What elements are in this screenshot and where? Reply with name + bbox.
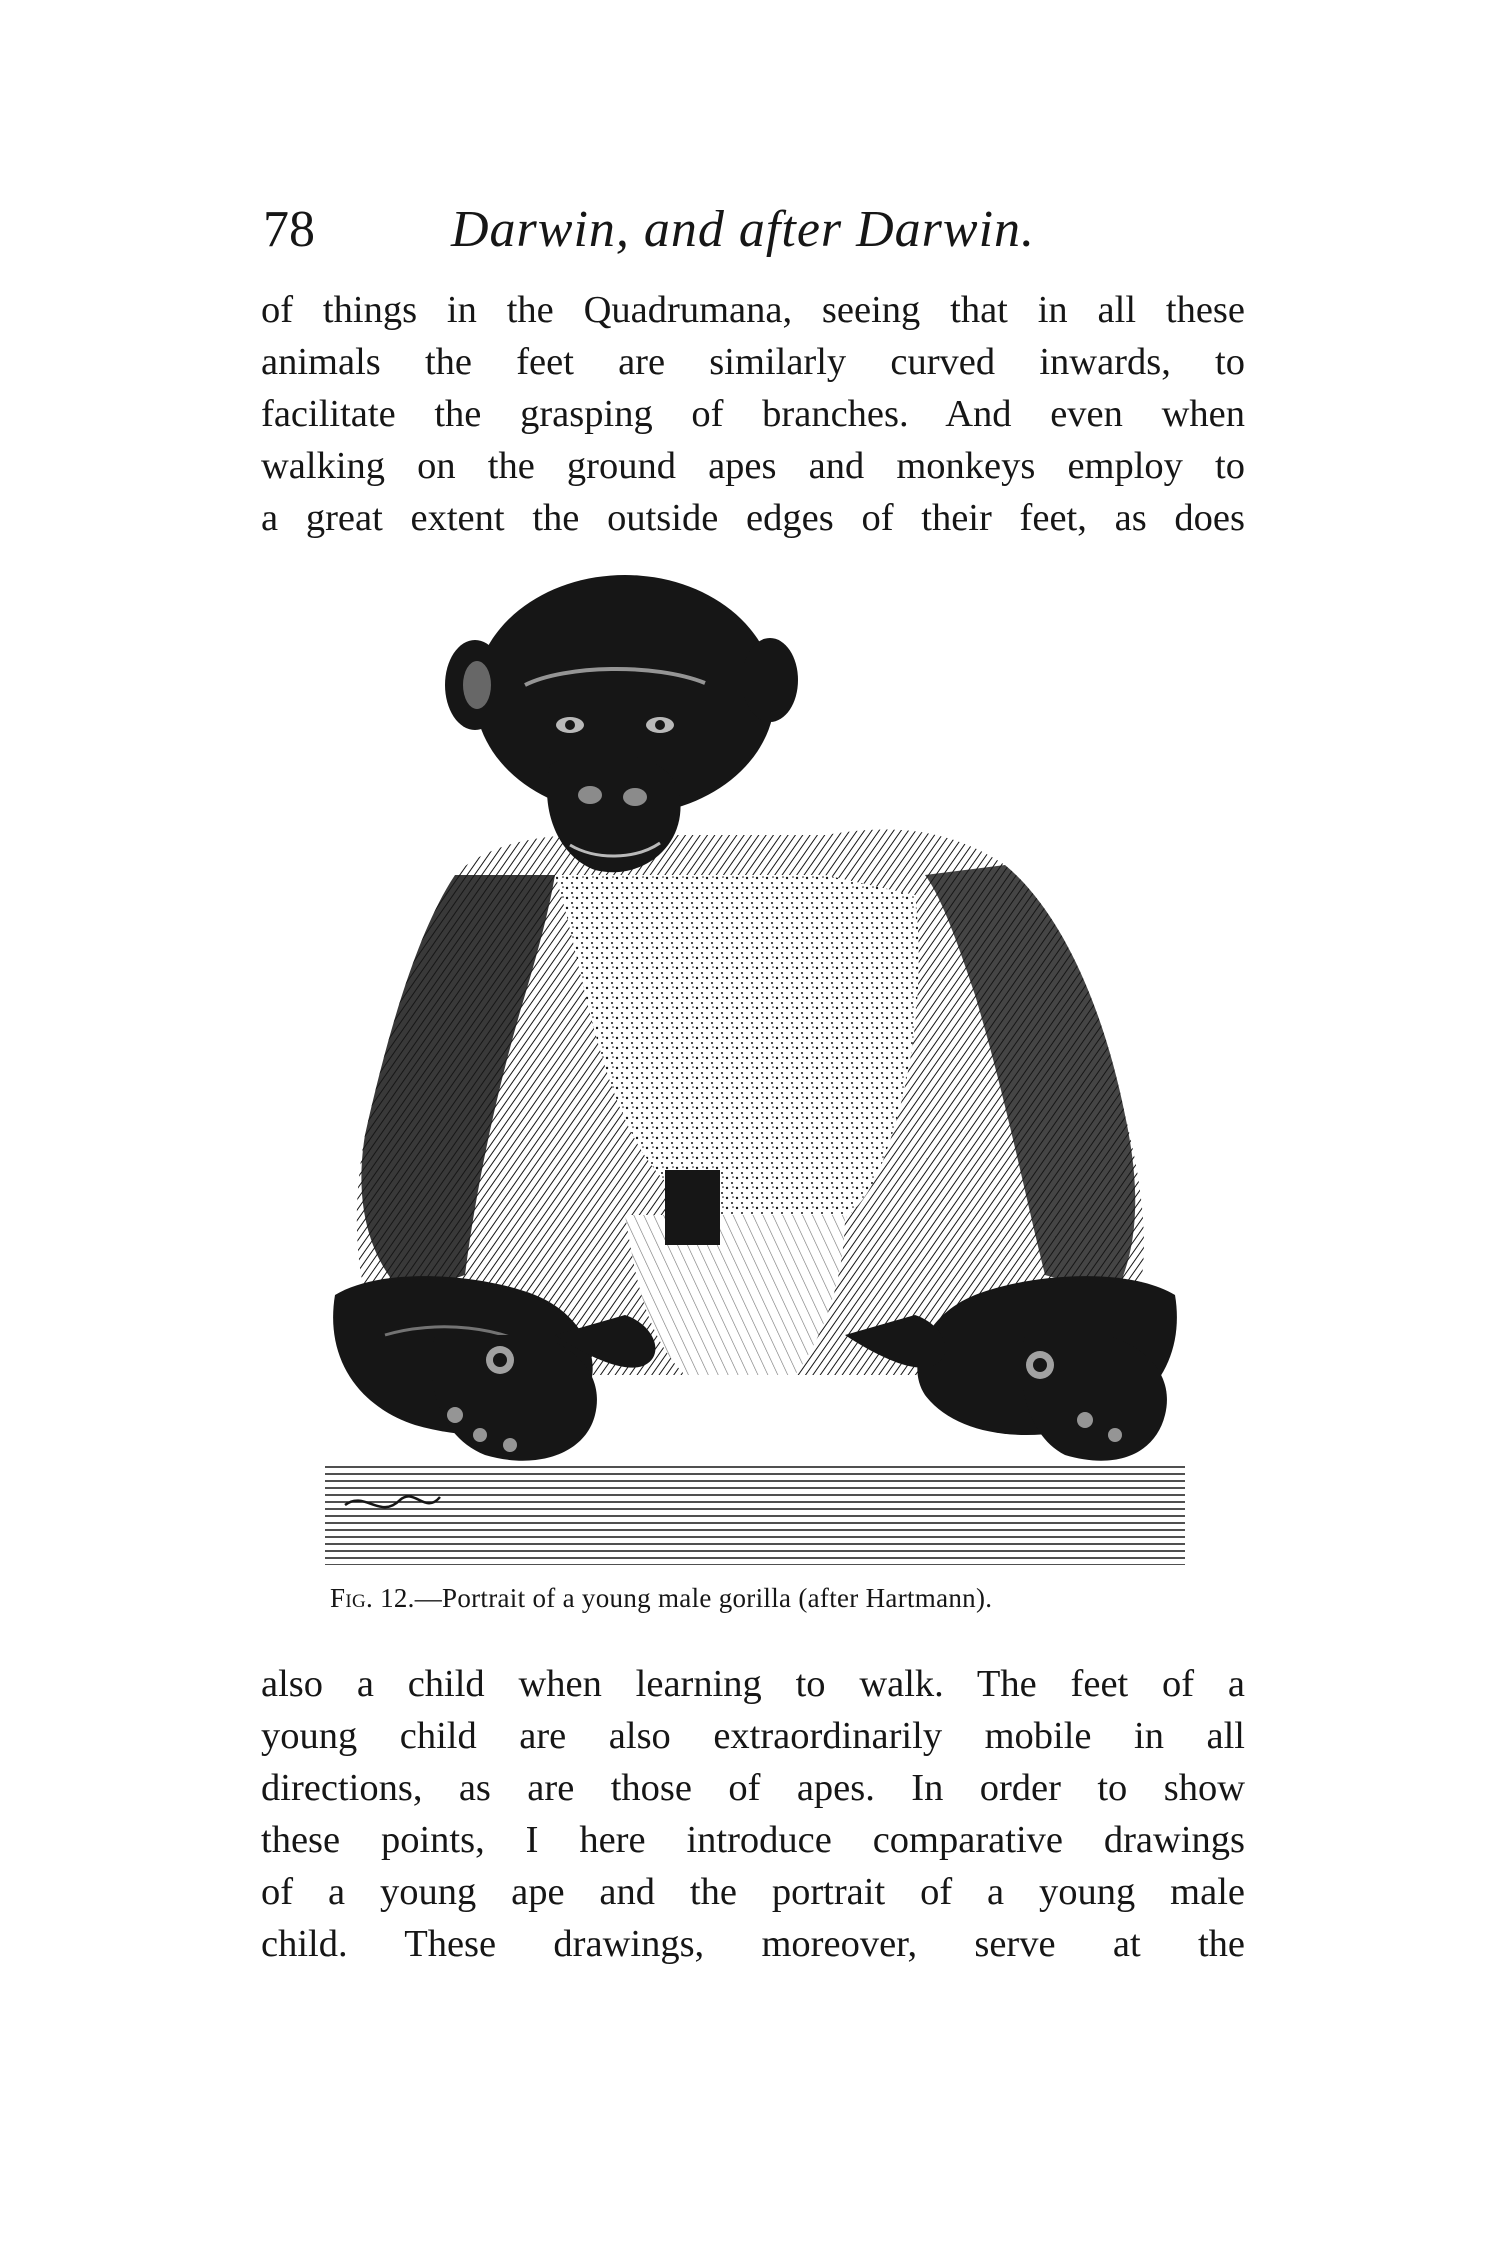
figure-caption (330, 1578, 1210, 1618)
page-number: 78 (263, 201, 315, 258)
text-line: a great extent the outside edges of their feet, as does (261, 497, 1245, 539)
text-line: young child are also extraordinarily mobile in all (261, 1715, 1245, 1757)
paragraph-top (261, 284, 1245, 544)
text-line: animals the feet are similarly curved inwards, to (261, 341, 1245, 383)
text-line: directions, as are those of apes. In order to show (261, 1767, 1245, 1809)
gorilla-illustration (325, 575, 1185, 1570)
text-line: walking on the ground apes and monkeys employ to (261, 445, 1245, 487)
text-line: of things in the Quadrumana, seeing that in all these (261, 289, 1245, 331)
text-line: also a child when learning to walk. The feet of a (261, 1663, 1245, 1705)
text-line: child. These drawings, moreover, serve at the (261, 1923, 1245, 1965)
figure-caption-text: —Portrait of a young male gorilla (after Hartmann). (414, 1583, 993, 1613)
text-line: facilitate the grasping of branches. And even when (261, 393, 1245, 435)
running-title: Darwin, and after Darwin. (451, 201, 1036, 258)
text-line: these points, I here introduce comparative drawings (261, 1819, 1245, 1861)
figure-label: Fig. 12. (330, 1583, 415, 1613)
paragraph-bottom (261, 1658, 1245, 1970)
text-line: of a young ape and the portrait of a young male (261, 1871, 1245, 1913)
running-head (263, 198, 1243, 262)
gorilla-engraving-icon (325, 575, 1185, 1570)
